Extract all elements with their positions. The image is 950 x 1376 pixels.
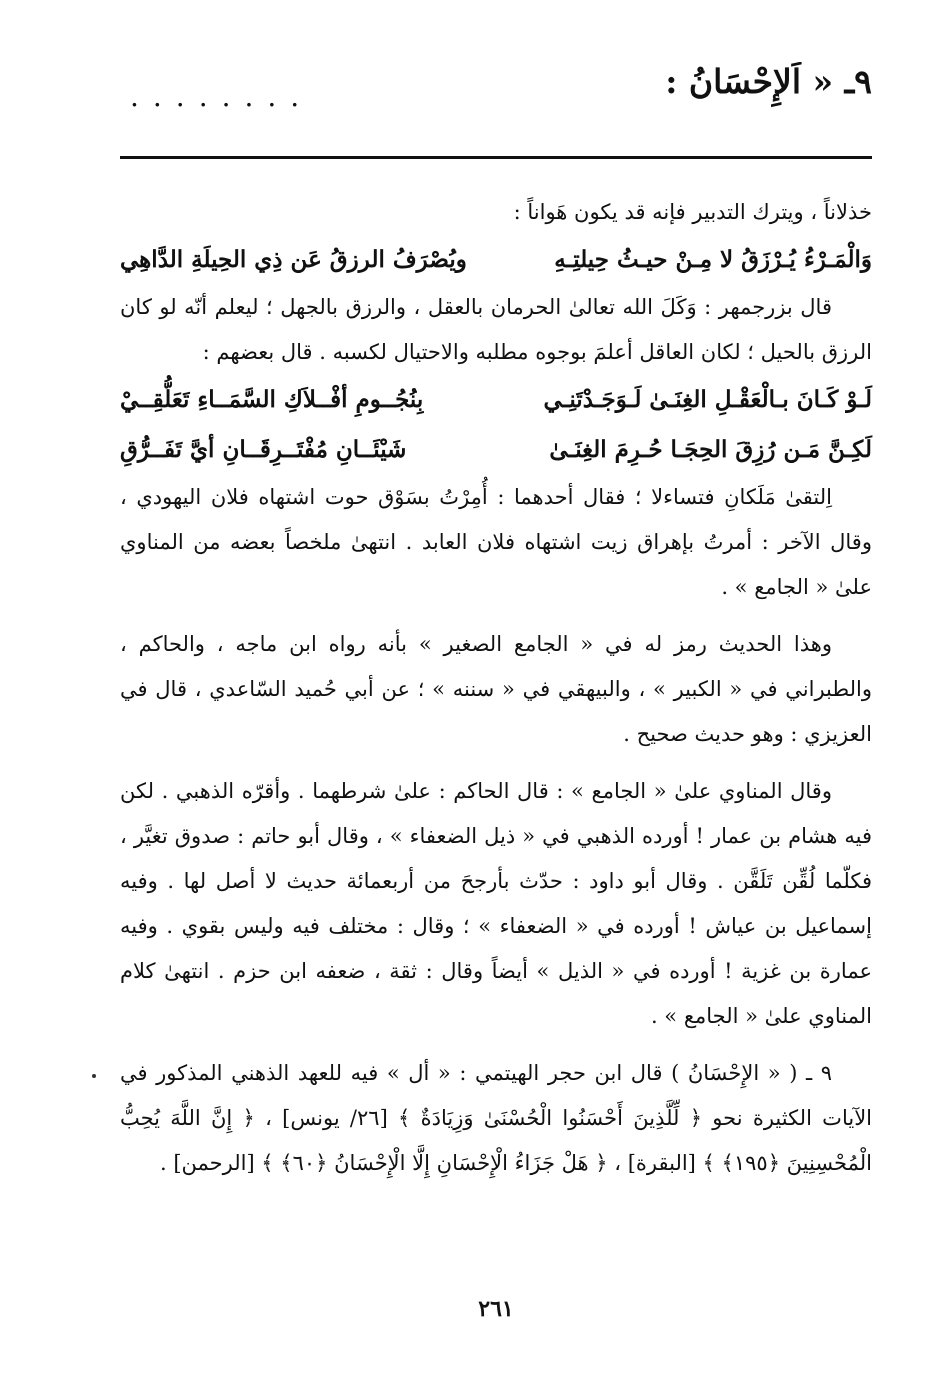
verse-1 (120, 235, 872, 285)
verse-3-first-hemistich: لَكِـنَّ مَـن رُزِقَ الحِجَـا حُـرِمَ الغِنَـىٰ (549, 436, 872, 463)
header-rule (120, 156, 872, 159)
verse-1-second-hemistich: ويُصْرَفُ الرزقُ عَن ذِي الحِيلَةِ الدَّاهِي (120, 246, 467, 273)
verse-2-first-hemistich: لَـوْ كَـانَ بـالْعَقْـلِ الغِنَـىٰ لَـوَجَـدْتَنِـي (543, 386, 872, 413)
verse-1-first-hemistich: وَالْمَـرْءُ يُـرْزَقُ لا مِـنْ حيـثُ حِيلتِـهِ (554, 246, 872, 273)
paragraph-hadith-source: وهذا الحديث رمز له في « الجامع الصغير » بأنه رواه ابن ماجه ، والحاكم ، والطبراني في « الكبير » ، والبيهقي في « سننه » ؛ عن أبي حُميد السّاعدي ، قال في العزيزي : وهو حديث صحيح . (120, 632, 872, 746)
verse-3-second-hemistich: شَيْئَــانِ مُفْتَــرِقَــانِ أيَّ تَفَــرُّقِ (120, 436, 407, 463)
verse-3 (120, 425, 872, 475)
paragraph-two-angels: اِلتقىٰ مَلَكانِ فتساءلا ؛ فقال أحدهما : أُمِرْتُ بسَوْق حوت اشتهاه فلان اليهودي ، وقال الآخر : أمرتُ بإهراق زيت اشتهاه فلان العابد . انتهىٰ ملخصاً بعضه من المناوي علىٰ « الجامع » . (120, 485, 872, 599)
heading-leader-dots: ........ (130, 80, 314, 110)
paragraph-bozorgmehr: قال بزرجمهر : وَكَلَ الله تعالىٰ الحرمان بالعقل ، والرزق بالجهل ؛ ليعلم أنّه لو كان الرزق بالحيل ؛ لكان العاقل أعلمَ بوجوه مطلبه والاحتيال لكسبه . قال بعضهم : (120, 295, 872, 364)
page-body (120, 190, 872, 1186)
section-heading-text: ٩ـ « اَلإِحْسَانُ : (665, 62, 872, 101)
paragraph-munawi-commentary: وقال المناوي علىٰ « الجامع » : قال الحاكم : علىٰ شرطهما . وأقرّه الذهبي . لكن فيه هشام بن عمار ! أورده الذهبي في « ذيل الضعفاء » ، وقال أبو حاتم : صدوق تغيَّر ، فكلّما لُقِّن تَلَقَّن . وقال أبو داود : حدّث بأرجحَ من أربعمائة حديث لا أصل لها . وفيه إسماعيل بن عياش ! أورده في « الضعفاء » ؛ وقال : مختلف فيه وليس بقوي . وفيه عمارة بن غزية ! أورده في « الذيل » أيضاً وقال : ثقة ، ضعفه ابن حزم . انتهىٰ كلام المناوي علىٰ « الجامع » . (120, 779, 872, 1028)
verse-2-second-hemistich: بِنُجُــومِ أفْــلاَكِ السَّمَــاءِ تَعَلُّقِــيْ (120, 386, 424, 413)
verse-2 (120, 375, 872, 425)
margin-speck (92, 1074, 96, 1078)
page-number: ٢٦١ (478, 1296, 514, 1322)
paragraph-line-1: خذلاناً ، ويترك التدبير فإنه قد يكون هَواناً : (513, 200, 872, 224)
paragraph-ihsan: ٩ ـ ( « الإِحْسَانُ ) قال ابن حجر الهيتمي : « أل » فيه للعهد الذهني المذكور في الآيات الكثيرة نحو ﴿ لِّلَّذِينَ أَحْسَنُوا الْحُسْنَىٰ وَزِيَادَةٌ ﴾ [٢٦/ يونس] ، ﴿ إِنَّ اللَّهَ يُحِبُّ الْمُحْسِنِينَ ﴿١٩٥﴾ ﴾ [البقرة] ، ﴿ هَلْ جَزَاءُ الْإِحْسَانِ إِلَّا الْإِحْسَانُ ﴿٦٠﴾ ﴾ [الرحمن] . (120, 1061, 873, 1175)
